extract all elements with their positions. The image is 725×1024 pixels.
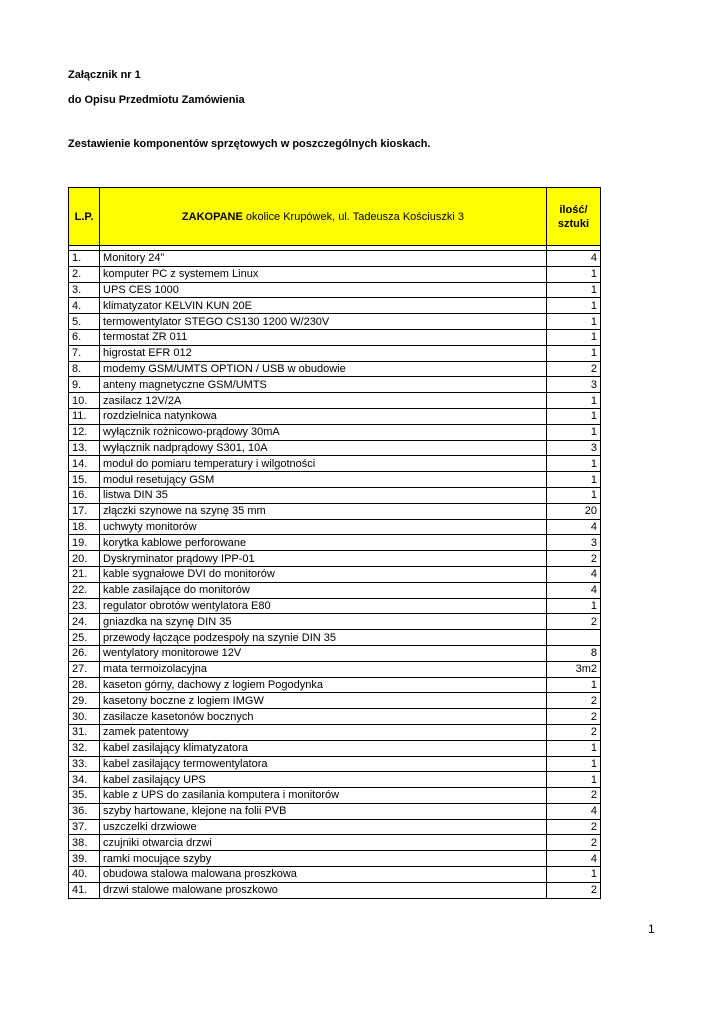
row-name: Dyskryminator prądowy IPP-01 — [100, 551, 547, 567]
table-row — [69, 519, 601, 535]
row-lp: 12. — [69, 424, 100, 440]
row-lp: 30. — [69, 709, 100, 725]
row-lp: 28. — [69, 677, 100, 693]
row-name: kaseton górny, dachowy z logiem Pogodynka — [100, 677, 547, 693]
table-row — [69, 393, 601, 409]
table-row — [69, 756, 601, 772]
header-quantity-line1: ilość/ — [559, 203, 588, 216]
table-row — [69, 440, 601, 456]
table-body — [69, 246, 601, 899]
row-lp: 14. — [69, 456, 100, 472]
row-lp: 26. — [69, 645, 100, 661]
row-quantity: 4 — [546, 251, 600, 267]
row-lp: 40. — [69, 867, 100, 883]
table-row — [69, 598, 601, 614]
table-row — [69, 487, 601, 503]
row-name: zamek patentowy — [100, 724, 547, 740]
table-row — [69, 882, 601, 898]
row-name: Monitory 24” — [100, 251, 547, 267]
row-quantity: 1 — [546, 740, 600, 756]
row-lp: 37. — [69, 819, 100, 835]
row-lp: 29. — [69, 693, 100, 709]
row-name: termowentylator STEGO CS130 1200 W/230V — [100, 314, 547, 330]
table-row — [69, 251, 601, 267]
row-quantity: 4 — [546, 519, 600, 535]
row-lp: 10. — [69, 393, 100, 409]
row-quantity: 2 — [546, 835, 600, 851]
row-lp: 16. — [69, 487, 100, 503]
table-row — [69, 819, 601, 835]
row-lp: 25. — [69, 630, 100, 646]
table-row — [69, 408, 601, 424]
table-row — [69, 361, 601, 377]
row-name: korytka kablowe perforowane — [100, 535, 547, 551]
row-name: czujniki otwarcia drzwi — [100, 835, 547, 851]
row-quantity: 1 — [546, 282, 600, 298]
row-quantity: 1 — [546, 424, 600, 440]
row-quantity: 2 — [546, 788, 600, 804]
row-lp: 22. — [69, 582, 100, 598]
table-row — [69, 867, 601, 883]
row-quantity: 1 — [546, 329, 600, 345]
row-name: obudowa stalowa malowana proszkowa — [100, 867, 547, 883]
row-lp: 31. — [69, 724, 100, 740]
row-quantity: 1 — [546, 677, 600, 693]
table-row — [69, 693, 601, 709]
row-name: zasilacz 12V/2A — [100, 393, 547, 409]
row-lp: 27. — [69, 661, 100, 677]
row-name: uszczelki drzwiowe — [100, 819, 547, 835]
row-name: zasilacze kasetonów bocznych — [100, 709, 547, 725]
row-quantity: 1 — [546, 314, 600, 330]
row-quantity: 4 — [546, 566, 600, 582]
section-heading: Zestawienie komponentów sprzętowych w poszczególnych kioskach. — [68, 138, 431, 150]
header-quantity — [546, 188, 600, 246]
row-quantity: 1 — [546, 456, 600, 472]
row-name: moduł do pomiaru temperatury i wilgotności — [100, 456, 547, 472]
row-name: kable sygnałowe DVI do monitorów — [100, 566, 547, 582]
table-row — [69, 566, 601, 582]
row-name: anteny magnetyczne GSM/UMTS — [100, 377, 547, 393]
row-quantity: 2 — [546, 614, 600, 630]
row-lp: 33. — [69, 756, 100, 772]
table-header-row — [69, 188, 601, 246]
row-name: ramki mocujące szyby — [100, 851, 547, 867]
row-quantity: 2 — [546, 724, 600, 740]
row-lp: 15. — [69, 472, 100, 488]
row-quantity: 2 — [546, 693, 600, 709]
row-lp: 13. — [69, 440, 100, 456]
row-name: moduł resetujący GSM — [100, 472, 547, 488]
table-row — [69, 298, 601, 314]
row-lp: 41. — [69, 882, 100, 898]
row-lp: 24. — [69, 614, 100, 630]
row-lp: 5. — [69, 314, 100, 330]
location-city: ZAKOPANE — [181, 210, 243, 223]
row-lp: 19. — [69, 535, 100, 551]
table-row — [69, 282, 601, 298]
row-name: modemy GSM/UMTS OPTION / USB w obudowie — [100, 361, 547, 377]
header-quantity-line2: sztuki — [557, 217, 590, 230]
table-row — [69, 788, 601, 804]
table-row — [69, 472, 601, 488]
row-lp: 23. — [69, 598, 100, 614]
row-quantity: 1 — [546, 408, 600, 424]
attachment-subtitle: do Opisu Przedmiotu Zamówienia — [68, 94, 245, 106]
row-quantity: 1 — [546, 487, 600, 503]
row-name: kabel zasilający termowentylatora — [100, 756, 547, 772]
row-name: złączki szynowe na szynę 35 mm — [100, 503, 547, 519]
header-location — [100, 188, 547, 246]
row-lp: 7. — [69, 345, 100, 361]
row-quantity: 1 — [546, 345, 600, 361]
row-name: kabel zasilający UPS — [100, 772, 547, 788]
row-name: wentylatory monitorowe 12V — [100, 645, 547, 661]
row-lp: 18. — [69, 519, 100, 535]
row-lp: 8. — [69, 361, 100, 377]
table-row — [69, 266, 601, 282]
table-row — [69, 456, 601, 472]
row-quantity: 3 — [546, 377, 600, 393]
table-row — [69, 551, 601, 567]
header-lp: L.P. — [69, 188, 100, 246]
row-lp: 32. — [69, 740, 100, 756]
table-row — [69, 630, 601, 646]
row-name: przewody łączące podzespoły na szynie DIN 35 — [100, 630, 547, 646]
table-row — [69, 835, 601, 851]
components-table — [68, 187, 601, 899]
row-lp: 34. — [69, 772, 100, 788]
row-lp: 17. — [69, 503, 100, 519]
row-name: klimatyzator KELVIN KUN 20E — [100, 298, 547, 314]
row-name: kasetony boczne z logiem IMGW — [100, 693, 547, 709]
row-quantity: 1 — [546, 867, 600, 883]
row-quantity: 3 — [546, 535, 600, 551]
table-row — [69, 661, 601, 677]
row-quantity: 3 — [546, 440, 600, 456]
attachment-title: Załącznik nr 1 — [68, 69, 141, 81]
row-name: kabel zasilający klimatyzatora — [100, 740, 547, 756]
row-quantity: 2 — [546, 709, 600, 725]
row-name: szyby hartowane, klejone na folii PVB — [100, 803, 547, 819]
table-row — [69, 377, 601, 393]
table-row — [69, 582, 601, 598]
row-lp: 21. — [69, 566, 100, 582]
table-row — [69, 503, 601, 519]
row-quantity: 4 — [546, 582, 600, 598]
row-quantity: 1 — [546, 772, 600, 788]
table-row — [69, 424, 601, 440]
row-name: kable z UPS do zasilania komputera i monitorów — [100, 788, 547, 804]
row-name: regulator obrotów wentylatora E80 — [100, 598, 547, 614]
page-number: 1 — [648, 922, 655, 936]
table-row — [69, 677, 601, 693]
row-name: mata termoizolacyjna — [100, 661, 547, 677]
table-row — [69, 614, 601, 630]
row-quantity: 4 — [546, 851, 600, 867]
table-row — [69, 345, 601, 361]
table-row — [69, 772, 601, 788]
row-quantity: 1 — [546, 472, 600, 488]
row-quantity: 8 — [546, 645, 600, 661]
table-row — [69, 535, 601, 551]
row-name: kable zasilające do monitorów — [100, 582, 547, 598]
table-row — [69, 329, 601, 345]
table-row — [69, 803, 601, 819]
row-name: higrostat EFR 012 — [100, 345, 547, 361]
row-quantity: 2 — [546, 882, 600, 898]
row-lp: 9. — [69, 377, 100, 393]
row-lp: 38. — [69, 835, 100, 851]
row-lp: 6. — [69, 329, 100, 345]
row-quantity: 1 — [546, 298, 600, 314]
row-quantity: 4 — [546, 803, 600, 819]
table-row — [69, 645, 601, 661]
row-lp: 35. — [69, 788, 100, 804]
row-lp: 3. — [69, 282, 100, 298]
row-lp: 2. — [69, 266, 100, 282]
row-quantity: 1 — [546, 266, 600, 282]
row-quantity: 2 — [546, 819, 600, 835]
row-name: termostat ZR 011 — [100, 329, 547, 345]
row-lp: 1. — [69, 251, 100, 267]
table-row — [69, 724, 601, 740]
row-quantity: 20 — [546, 503, 600, 519]
row-quantity: 2 — [546, 551, 600, 567]
row-lp: 36. — [69, 803, 100, 819]
location-address: okolice Krupówek, ul. Tadeusza Kościuszki 3 — [242, 210, 464, 223]
row-name: uchwyty monitorów — [100, 519, 547, 535]
row-name: komputer PC z systemem Linux — [100, 266, 547, 282]
row-quantity: 1 — [546, 393, 600, 409]
row-name: listwa DIN 35 — [100, 487, 547, 503]
table-row — [69, 314, 601, 330]
row-name: UPS CES 1000 — [100, 282, 547, 298]
row-lp: 11. — [69, 408, 100, 424]
row-name: gniazdka na szynę DIN 35 — [100, 614, 547, 630]
row-name: wyłącznik rożnicowo-prądowy 30mA — [100, 424, 547, 440]
row-quantity: 1 — [546, 756, 600, 772]
row-name: rozdzielnica natynkowa — [100, 408, 547, 424]
row-name: drzwi stalowe malowane proszkowo — [100, 882, 547, 898]
table-row — [69, 851, 601, 867]
row-lp: 4. — [69, 298, 100, 314]
row-quantity — [546, 630, 600, 646]
row-quantity: 3m2 — [546, 661, 600, 677]
row-lp: 39. — [69, 851, 100, 867]
table-row — [69, 740, 601, 756]
row-quantity: 2 — [546, 361, 600, 377]
table-row — [69, 709, 601, 725]
row-name: wyłącznik nadprądowy S301, 10A — [100, 440, 547, 456]
row-lp: 20. — [69, 551, 100, 567]
row-quantity: 1 — [546, 598, 600, 614]
